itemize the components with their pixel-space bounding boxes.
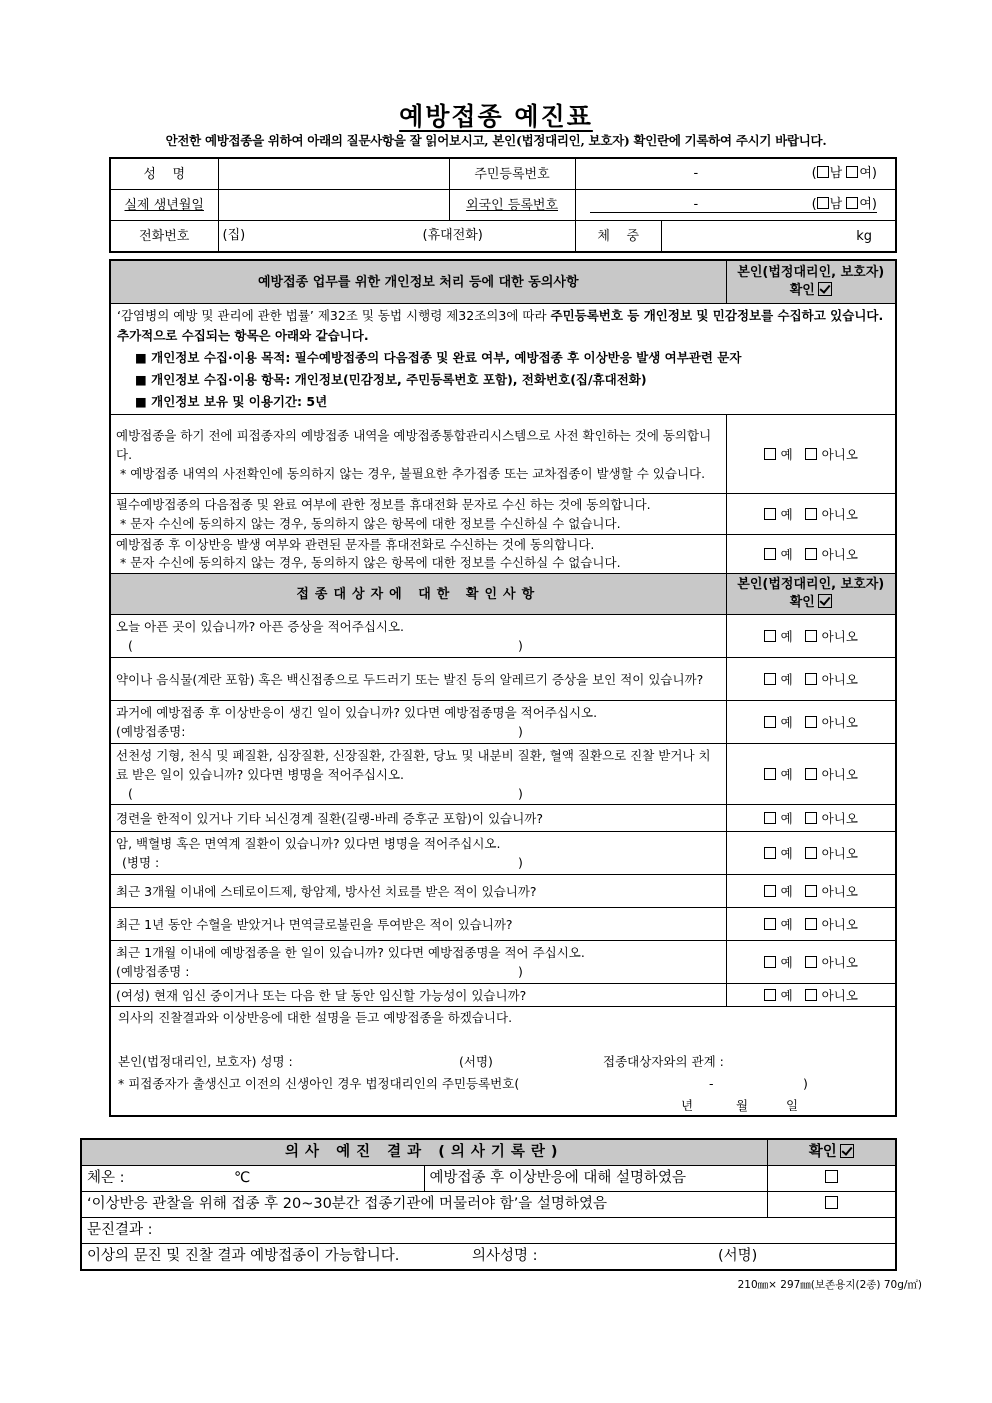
no-option[interactable]	[805, 547, 858, 562]
paren-open: (예방접종명 :	[116, 964, 190, 979]
yes-option[interactable]	[764, 715, 793, 730]
no-label: 아니오	[821, 671, 858, 687]
no-option[interactable]	[805, 884, 858, 899]
no-label: 아니오	[821, 714, 858, 730]
yes-checkbox[interactable]	[764, 885, 776, 897]
no-checkbox[interactable]	[805, 673, 817, 685]
no-option[interactable]	[805, 955, 858, 970]
question-text: 오늘 아픈 곳이 있습니까? 아픈 증상을 적어주십시오.	[116, 619, 405, 634]
yes-checkbox[interactable]	[764, 716, 776, 728]
weight-label: 체 중	[576, 221, 662, 251]
female-label: 여	[859, 166, 872, 181]
rrn-field[interactable]	[575, 158, 896, 190]
consent-check-table	[109, 259, 897, 1117]
temperature-cell[interactable]	[81, 1166, 424, 1192]
observe-confirm[interactable]	[767, 1192, 896, 1218]
answer-3	[726, 701, 896, 744]
signer-label: 본인(법정대리인, 보호자) 성명 :	[118, 1054, 293, 1069]
paren-close: )	[518, 638, 523, 653]
yes-checkbox[interactable]	[764, 768, 776, 780]
paren-open: (병명 :	[122, 855, 160, 870]
confirm-header-line1: 본인(법정대리인, 보호자)	[737, 265, 885, 280]
doctor-signature[interactable]: (서명)	[718, 1248, 758, 1264]
weight-cell	[575, 221, 896, 253]
yes-option[interactable]	[764, 547, 793, 562]
no-option[interactable]	[805, 447, 858, 462]
consent-item-3	[110, 535, 726, 574]
no-label: 아니오	[821, 766, 858, 782]
female-checkbox[interactable]	[846, 166, 858, 178]
doctor-confirm-header	[767, 1139, 896, 1166]
no-label: 아니오	[821, 883, 858, 899]
check-confirm-header	[726, 574, 896, 615]
consent-item-text: 예방접종 후 이상반응 발생 여부와 관련된 문자를 휴대전화로 수신하는 것에 동의합니다.	[116, 537, 595, 552]
yes-checkbox[interactable]	[764, 847, 776, 859]
answer-line[interactable]	[116, 853, 721, 872]
phone-label: 전화번호	[110, 221, 218, 253]
relation-label: 접종대상자와의 관계 :	[603, 1054, 724, 1069]
no-label: 아니오	[821, 506, 858, 522]
question-8	[110, 908, 726, 941]
consent-bullet-2: ■ 개인정보 수집·이용 항목: 개인정보(민감정보, 주민등록번호 포함), 전화번호(집/휴대전화)	[135, 372, 647, 387]
question-3	[110, 701, 726, 744]
checked-box-icon	[818, 594, 832, 608]
consent-item-note: * 문자 수신에 동의하지 않는 경우, 동의하지 않은 항목에 대한 정보를 수신하실 수 없습니다.	[120, 555, 621, 570]
answer-10	[726, 984, 896, 1007]
name-label: 성 명	[110, 158, 218, 190]
male-label-2: 남	[829, 197, 843, 212]
paper-spec: 210㎜× 297㎜(보존용지(2종) 70g/㎡)	[737, 1279, 922, 1291]
foreign-id-label: 외국인 등록번호	[449, 190, 575, 221]
male-label: 남	[829, 166, 843, 181]
yes-label: 예	[780, 714, 793, 730]
consent-item-note: * 예방접종 내역의 사전확인에 동의하지 않는 경우, 불필요한 추가접종 또는 교차접종이 발생할 수 있습니다.	[120, 465, 706, 481]
paren-close: )	[518, 855, 523, 870]
page-title: 예방접종 예진표	[399, 102, 593, 131]
signature-section	[110, 1007, 896, 1117]
consent-item-note: * 문자 수신에 동의하지 않는 경우, 동의하지 않은 항목에 대한 정보를 수신하실 수 없습니다.	[120, 516, 621, 531]
yes-label: 예	[780, 628, 793, 644]
question-5	[110, 805, 726, 832]
doctor-confirm-text: 확인	[808, 1144, 837, 1160]
no-option[interactable]	[805, 846, 858, 861]
observe-text: ‘이상반응 관찰을 위해 접종 후 20~30분간 접종기관에 머물러야 함’을 설명하였음	[81, 1192, 767, 1218]
phone-home-label: (집)	[222, 228, 246, 243]
no-option[interactable]	[805, 715, 858, 730]
male-checkbox-2[interactable]	[817, 197, 829, 209]
yes-checkbox[interactable]	[764, 989, 776, 1001]
no-label: 아니오	[821, 987, 858, 1003]
answer-2	[726, 658, 896, 701]
yes-label: 예	[780, 916, 793, 932]
consent-header: 예방접종 업무를 위한 개인정보 처리 등에 대한 동의사항	[110, 260, 726, 304]
confirm-header-line2	[732, 594, 891, 612]
yes-label: 예	[780, 671, 793, 687]
yes-option[interactable]	[764, 988, 793, 1003]
question-9	[110, 941, 726, 984]
result-label: 문진결과 :	[87, 1222, 153, 1238]
yes-checkbox[interactable]	[764, 812, 776, 824]
no-option[interactable]	[805, 767, 858, 782]
newborn-rrn-dash: -	[709, 1076, 714, 1091]
question-text: 경련을 한적이 있거나 기타 뇌신경계 질환(길랭-바레 증후군 포함)이 있습니까?	[116, 810, 544, 826]
paren-open: (	[128, 785, 133, 801]
consent-answer-1	[726, 415, 896, 494]
yes-checkbox[interactable]	[764, 508, 776, 520]
name-field[interactable]	[218, 158, 449, 190]
yes-checkbox[interactable]	[764, 918, 776, 930]
date-year: 년	[681, 1098, 694, 1113]
paren-open: (예방접종명:	[116, 724, 186, 739]
checked-box-icon	[818, 282, 832, 296]
foreign-dash: -	[693, 197, 699, 212]
answer-line[interactable]	[116, 636, 721, 655]
question-text: 약이나 음식물(계란 포함) 혹은 백신접종으로 두드러기 또는 발진 등의 알레르기 증상을 보인 적이 있습니까?	[116, 671, 704, 687]
yes-label: 예	[780, 810, 793, 826]
weight-inner	[576, 221, 896, 251]
personal-info-table	[109, 157, 897, 253]
confirm-header-line2	[732, 282, 891, 300]
question-10	[110, 984, 726, 1007]
question-4	[110, 744, 726, 805]
explain-text: 예방접종 후 이상반응에 대해 설명하였음	[424, 1166, 767, 1192]
yes-checkbox[interactable]	[764, 630, 776, 642]
temperature-label: 체온 :	[87, 1170, 125, 1186]
checked-box-icon	[840, 1144, 854, 1158]
signer-signature[interactable]: (서명)	[459, 1054, 493, 1069]
answer-6	[726, 832, 896, 875]
phone-field[interactable]	[218, 221, 575, 253]
answer-line[interactable]	[116, 722, 721, 741]
question-text: 최근 3개월 이내에 스테로이드제, 항암제, 방사선 치료를 받은 적이 있습니까?	[116, 883, 537, 899]
yes-label: 예	[780, 506, 793, 522]
yes-option[interactable]	[764, 811, 793, 826]
consent-statement: 의사의 진찰결과와 이상반응에 대한 설명을 듣고 예방접종을 하겠습니다.	[118, 1010, 513, 1025]
rrn-label: 주민등록번호	[449, 158, 575, 190]
no-option[interactable]	[805, 988, 858, 1003]
answer-7	[726, 875, 896, 908]
consent-item-text: 예방접종을 하기 전에 피접종자의 예방접종 내역을 예방접종통합관리시스템으로 사전 확인하는 것에 동의합니다.	[116, 427, 712, 462]
no-label: 아니오	[821, 916, 858, 932]
temperature-unit: ℃	[234, 1170, 251, 1186]
yes-checkbox[interactable]	[764, 548, 776, 560]
yes-checkbox[interactable]	[764, 673, 776, 685]
check-header: 접종대상자에 대한 확인사항	[110, 574, 726, 615]
page-subtitle: 안전한 예방접종을 위하여 아래의 질문사항을 잘 읽어보시고, 본인(법정대리인, 보호자) 확인란에 기록하여 주시기 바랍니다.	[165, 133, 827, 148]
answer-line[interactable]	[116, 784, 721, 803]
no-checkbox[interactable]	[805, 918, 817, 930]
no-option[interactable]	[805, 917, 858, 932]
answer-line[interactable]	[116, 962, 721, 981]
yes-option[interactable]	[764, 767, 793, 782]
no-checkbox[interactable]	[805, 989, 817, 1001]
no-option[interactable]	[805, 629, 858, 644]
no-option[interactable]	[805, 672, 858, 687]
no-checkbox[interactable]	[805, 508, 817, 520]
doctor-header: 의사 예진 결과 (의사기록란)	[81, 1139, 767, 1166]
no-label: 아니오	[821, 628, 858, 644]
question-text: 최근 1년 동안 수혈을 받았거나 면역글로불린을 투여받은 적이 있습니까?	[116, 916, 513, 932]
phone-mobile-label: (휴대전화)	[422, 228, 483, 243]
yes-option[interactable]	[764, 672, 793, 687]
no-label: 아니오	[821, 446, 858, 462]
confirm-header-text: 확인	[789, 595, 815, 610]
consent-intro-bold: 주민등록번호 등 개인정보 및 민감정보를 수집하고 있습니다. 추가적으로 수집되는 항목은 아래와 같습니다.	[117, 308, 884, 343]
no-checkbox[interactable]	[805, 885, 817, 897]
result-cell[interactable]	[81, 1218, 896, 1244]
consent-answer-2	[726, 494, 896, 535]
question-text: (여성) 현재 임신 중이거나 또는 다음 한 달 동안 임신할 가능성이 있습니까?	[116, 987, 527, 1003]
question-text: 과거에 예방접종 후 이상반응이 생긴 일이 있습니까? 있다면 예방접종명을 적어주십시오.	[116, 705, 598, 720]
consent-intro-plain: ‘감염병의 예방 및 관리에 관한 법률’ 제32조 및 동법 시행령 제32조의3에 따라	[117, 308, 551, 323]
no-option[interactable]	[805, 811, 858, 826]
newborn-note: * 피접종자가 출생신고 이전의 신생아인 경우 법정대리인의 주민등록번호(	[118, 1076, 520, 1091]
consent-answer-3	[726, 535, 896, 574]
no-checkbox[interactable]	[805, 847, 817, 859]
confirm-header-line1: 본인(법정대리인, 보호자)	[737, 577, 885, 592]
consent-item-text: 필수예방접종의 다음접종 및 완료 여부에 관한 정보를 휴대전화 문자로 수신 하는 것에 동의합니다.	[116, 497, 651, 512]
paren-close: )	[518, 724, 523, 739]
consent-intro	[110, 304, 896, 415]
no-option[interactable]	[805, 507, 858, 522]
question-6	[110, 832, 726, 875]
answer-8	[726, 908, 896, 941]
no-checkbox[interactable]	[805, 768, 817, 780]
yes-checkbox[interactable]	[764, 956, 776, 968]
female-checkbox-2[interactable]	[846, 197, 858, 209]
answer-5	[726, 805, 896, 832]
question-text: 최근 1개월 이내에 예방접종을 한 일이 있습니까? 있다면 예방접종명을 적어 주십시오.	[116, 945, 585, 960]
birth-field[interactable]	[218, 190, 449, 221]
answer-4	[726, 744, 896, 805]
female-label-2: 여	[859, 197, 872, 212]
male-checkbox[interactable]	[817, 166, 829, 178]
question-text: 암, 백혈병 혹은 면역계 질환이 있습니까? 있다면 병명을 적어주십시오.	[116, 836, 501, 851]
final-statement: 이상의 문진 및 진찰 결과 예방접종이 가능합니다.	[87, 1248, 400, 1264]
paren-close: )	[518, 964, 523, 979]
yes-option[interactable]	[764, 447, 793, 462]
weight-unit: kg	[856, 228, 872, 244]
yes-label: 예	[780, 845, 793, 861]
yes-option[interactable]	[764, 846, 793, 861]
gender-choice-2: ( 남 여)	[811, 197, 877, 212]
weight-field[interactable]	[662, 221, 896, 251]
no-label: 아니오	[821, 810, 858, 826]
yes-option[interactable]	[764, 629, 793, 644]
yes-label: 예	[780, 954, 793, 970]
no-checkbox[interactable]	[805, 812, 817, 824]
doctor-name-label: 의사성명 :	[472, 1248, 538, 1264]
explain-checkbox[interactable]	[825, 1170, 838, 1183]
yes-option[interactable]	[764, 884, 793, 899]
final-cell	[81, 1244, 896, 1271]
answer-1	[726, 615, 896, 658]
yes-checkbox[interactable]	[764, 448, 776, 460]
yes-label: 예	[780, 546, 793, 562]
rrn-dash: -	[693, 166, 699, 181]
yes-label: 예	[780, 987, 793, 1003]
question-2	[110, 658, 726, 701]
paren-close: )	[518, 785, 523, 801]
birth-label: 실제 생년월일	[110, 190, 218, 221]
no-label: 아니오	[821, 546, 858, 562]
consent-bullet-3: ■ 개인정보 보유 및 이용기간: 5년	[135, 394, 328, 409]
consent-confirm-header	[726, 260, 896, 304]
yes-label: 예	[780, 766, 793, 782]
consent-bullet-1: ■ 개인정보 수집·이용 목적: 필수예방접종의 다음접종 및 완료 여부, 예방접종 후 이상반응 발생 여부관련 문자	[135, 350, 742, 365]
newborn-rrn-close: )	[803, 1076, 808, 1091]
question-text: 선천성 기형, 천식 및 폐질환, 심장질환, 신장질환, 간질환, 당뇨 및 내분비 질환, 혈액 질환으로 진찰 받거나 치료 받은 일이 있습니까? 있다면 병명을 적어주십시오.	[116, 747, 711, 782]
no-label: 아니오	[821, 845, 858, 861]
yes-option[interactable]	[764, 917, 793, 932]
explain-confirm[interactable]	[767, 1166, 896, 1192]
yes-option[interactable]	[764, 507, 793, 522]
paren-open: (	[128, 638, 133, 653]
question-7	[110, 875, 726, 908]
observe-checkbox[interactable]	[825, 1196, 838, 1209]
gender-choice: ( 남 여)	[811, 166, 877, 181]
no-checkbox[interactable]	[805, 548, 817, 560]
question-1	[110, 615, 726, 658]
yes-label: 예	[780, 446, 793, 462]
doctor-record-table	[80, 1138, 897, 1271]
consent-intro-text	[117, 306, 889, 346]
no-checkbox[interactable]	[805, 956, 817, 968]
no-checkbox[interactable]	[805, 716, 817, 728]
consent-item-2	[110, 494, 726, 535]
confirm-header-text: 확인	[789, 283, 815, 298]
yes-label: 예	[780, 883, 793, 899]
date-month: 월	[736, 1098, 749, 1113]
foreign-id-field[interactable]	[575, 190, 896, 221]
no-checkbox[interactable]	[805, 448, 817, 460]
answer-9	[726, 941, 896, 984]
consent-item-1	[110, 415, 726, 494]
no-checkbox[interactable]	[805, 630, 817, 642]
date-day: 일	[786, 1098, 799, 1113]
no-label: 아니오	[821, 954, 858, 970]
yes-option[interactable]	[764, 955, 793, 970]
